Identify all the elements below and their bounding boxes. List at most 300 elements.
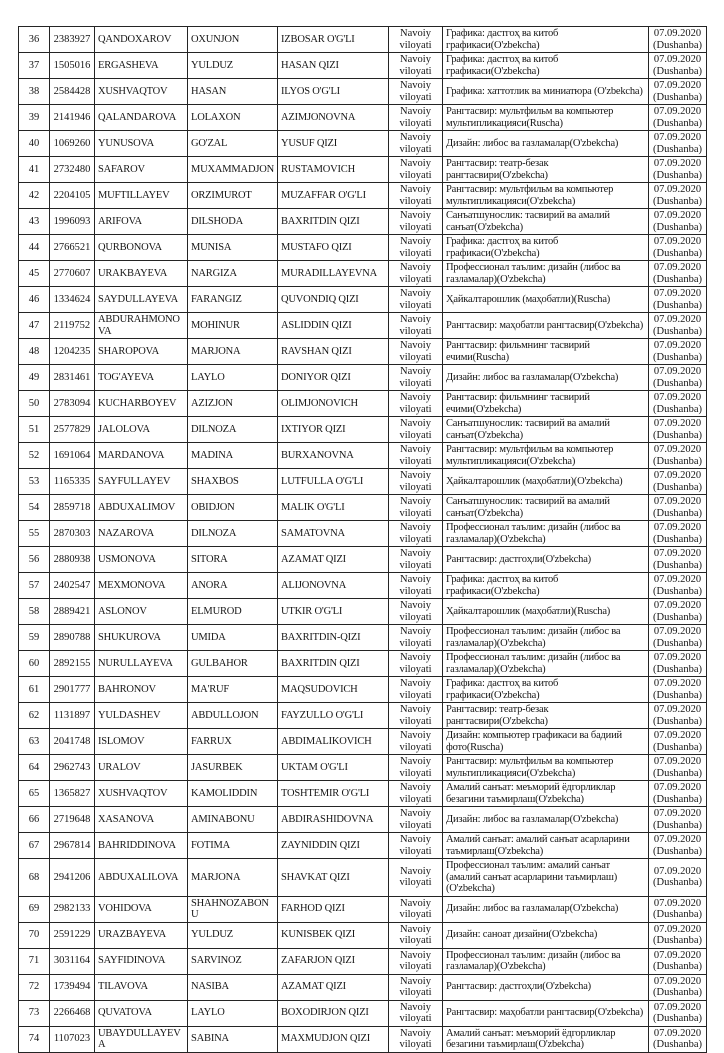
exam-date: 07.09.2020	[653, 496, 702, 507]
exam-day: (Dushanba)	[653, 429, 702, 441]
table-row	[19, 339, 707, 365]
last-name-cell: BAHRONOV	[95, 677, 188, 703]
first-name-cell: SHAHNOZABONU	[188, 896, 278, 922]
program-cell: Дизайн: либос ва газламалар(O'zbekcha)	[443, 807, 649, 833]
patronymic-cell: OLIMJONOVICH	[278, 391, 389, 417]
region-cell: Navoiy viloyati	[389, 469, 443, 495]
exam-date-cell	[649, 807, 707, 833]
applicant-id-cell: 2383927	[50, 27, 95, 53]
table-row	[19, 443, 707, 469]
region-cell: Navoiy viloyati	[389, 495, 443, 521]
first-name-cell: DILNOZA	[188, 417, 278, 443]
exam-date: 07.09.2020	[653, 652, 702, 663]
table-row	[19, 391, 707, 417]
exam-day: (Dushanba)	[653, 767, 702, 779]
patronymic-cell: MUZAFFAR O'G'LI	[278, 183, 389, 209]
table-row	[19, 79, 707, 105]
table-row	[19, 677, 707, 703]
region-cell: Navoiy viloyati	[389, 209, 443, 235]
exam-date-cell	[649, 896, 707, 922]
table-row	[19, 1000, 707, 1026]
table-row	[19, 131, 707, 157]
applicant-id-cell: 3031164	[50, 948, 95, 974]
exam-day: (Dushanba)	[653, 1013, 702, 1024]
exam-day: (Dushanba)	[653, 481, 702, 493]
row-number-cell: 64	[19, 755, 50, 781]
exam-date-cell	[649, 313, 707, 339]
program-cell: Рангтасвир: маҳобатли рангтасвир(O'zbekcha)	[443, 313, 649, 339]
program-cell: Графика: хаттотлик ва миниатюра (O'zbekcha)	[443, 79, 649, 105]
region-cell: Navoiy viloyati	[389, 755, 443, 781]
patronymic-cell: MALIK O'G'LI	[278, 495, 389, 521]
exam-day: (Dushanba)	[653, 247, 702, 259]
table-row	[19, 948, 707, 974]
exam-date: 07.09.2020	[653, 782, 702, 793]
program-cell: Рангтасвир: маҳобатли рангтасвир(O'zbekcha)	[443, 1000, 649, 1026]
first-name-cell: AZIZJON	[188, 391, 278, 417]
applicant-id-cell: 1365827	[50, 781, 95, 807]
exam-date-cell	[649, 469, 707, 495]
applicant-id-cell: 2962743	[50, 755, 95, 781]
program-cell: Санъатшунослик: тасвирий ва амалий санъат(O'zbekcha)	[443, 495, 649, 521]
exam-date-cell	[649, 261, 707, 287]
exam-day: (Dushanba)	[653, 325, 702, 337]
exam-date-cell	[649, 547, 707, 573]
patronymic-cell: ABDIMALIKOVICH	[278, 729, 389, 755]
patronymic-cell: KUNISBEK QIZI	[278, 922, 389, 948]
applicant-id-cell: 2890788	[50, 625, 95, 651]
exam-day: (Dushanba)	[653, 1039, 702, 1050]
patronymic-cell: SHAVKAT QIZI	[278, 859, 389, 897]
program-cell: Ҳайкалтарошлик (маҳобатли)(O'zbekcha)	[443, 469, 649, 495]
region-cell: Navoiy viloyati	[389, 677, 443, 703]
row-number-cell: 38	[19, 79, 50, 105]
region-cell: Navoiy viloyati	[389, 703, 443, 729]
exam-date: 07.09.2020	[653, 678, 702, 689]
exam-date-cell	[649, 781, 707, 807]
first-name-cell: MOHINUR	[188, 313, 278, 339]
program-cell: Профессионал таълим: дизайн (либос ва газламалар)(O'zbekcha)	[443, 261, 649, 287]
exam-day: (Dushanba)	[653, 65, 702, 77]
exam-date-cell	[649, 339, 707, 365]
patronymic-cell: FARHOD QIZI	[278, 896, 389, 922]
region-cell: Navoiy viloyati	[389, 261, 443, 287]
last-name-cell: ERGASHEVA	[95, 53, 188, 79]
region-cell: Navoiy viloyati	[389, 651, 443, 677]
first-name-cell: FARRUX	[188, 729, 278, 755]
table-row	[19, 859, 707, 897]
patronymic-cell: ALIJONOVNA	[278, 573, 389, 599]
first-name-cell: YULDUZ	[188, 922, 278, 948]
program-cell: Дизайн: саноат дизайни(O'zbekcha)	[443, 922, 649, 948]
first-name-cell: AMINABONU	[188, 807, 278, 833]
patronymic-cell: YUSUF QIZI	[278, 131, 389, 157]
exam-day: (Dushanba)	[653, 585, 702, 597]
first-name-cell: ORZIMUROT	[188, 183, 278, 209]
exam-date-cell	[649, 729, 707, 755]
applicant-id-cell: 2870303	[50, 521, 95, 547]
exam-day: (Dushanba)	[653, 273, 702, 285]
last-name-cell: QALANDAROVA	[95, 105, 188, 131]
region-cell: Navoiy viloyati	[389, 79, 443, 105]
exam-date-cell	[649, 105, 707, 131]
applicant-id-cell: 2880938	[50, 547, 95, 573]
last-name-cell: ASLONOV	[95, 599, 188, 625]
patronymic-cell: ABDIRASHIDOVNA	[278, 807, 389, 833]
exam-date-cell	[649, 974, 707, 1000]
region-cell: Navoiy viloyati	[389, 625, 443, 651]
patronymic-cell: HASAN QIZI	[278, 53, 389, 79]
exam-date-cell	[649, 1026, 707, 1052]
table-row	[19, 547, 707, 573]
exam-date: 07.09.2020	[653, 236, 702, 247]
patronymic-cell: BOXODIRJON QIZI	[278, 1000, 389, 1026]
applicant-id-cell: 2859718	[50, 495, 95, 521]
exam-date-cell	[649, 495, 707, 521]
table-row	[19, 287, 707, 313]
exam-date: 07.09.2020	[653, 392, 702, 403]
applicant-id-cell: 2732480	[50, 157, 95, 183]
exam-day: (Dushanba)	[653, 91, 702, 103]
last-name-cell: NURULLAYEVA	[95, 651, 188, 677]
row-number-cell: 71	[19, 948, 50, 974]
row-number-cell: 54	[19, 495, 50, 521]
patronymic-cell: IXTIYOR QIZI	[278, 417, 389, 443]
row-number-cell: 61	[19, 677, 50, 703]
exam-date-cell	[649, 131, 707, 157]
first-name-cell: NASIBA	[188, 974, 278, 1000]
table-body	[19, 27, 707, 1053]
exam-date: 07.09.2020	[653, 704, 702, 715]
table-row	[19, 1026, 707, 1052]
last-name-cell: URAZBAYEVA	[95, 922, 188, 948]
patronymic-cell: SAMATOVNA	[278, 521, 389, 547]
program-cell: Рангтасвир: мультфильм ва компьютер мультипликацияси(O'zbekcha)	[443, 755, 649, 781]
exam-date: 07.09.2020	[653, 923, 702, 935]
program-cell: Графика: дастгоҳ ва китоб графикаси(O'zbekcha)	[443, 235, 649, 261]
program-cell: Профессионал таълим: амалий санъат (амалий санъат асарларини таъмирлаш)(O'zbekcha)	[443, 859, 649, 897]
last-name-cell: QURBONOVA	[95, 235, 188, 261]
last-name-cell: MARDANOVA	[95, 443, 188, 469]
last-name-cell: URALOV	[95, 755, 188, 781]
patronymic-cell: MUSTAFO QIZI	[278, 235, 389, 261]
region-cell: Navoiy viloyati	[389, 443, 443, 469]
row-number-cell: 67	[19, 833, 50, 859]
first-name-cell: MARJONA	[188, 859, 278, 897]
patronymic-cell: FAYZULLO O'G'LI	[278, 703, 389, 729]
table-row	[19, 521, 707, 547]
row-number-cell: 41	[19, 157, 50, 183]
table-row	[19, 105, 707, 131]
region-cell: Navoiy viloyati	[389, 896, 443, 922]
applicant-id-cell: 1131897	[50, 703, 95, 729]
first-name-cell: OBIDJON	[188, 495, 278, 521]
region-cell: Navoiy viloyati	[389, 859, 443, 897]
region-cell: Navoiy viloyati	[389, 53, 443, 79]
program-cell: Рангтасвир: фильмнинг тасвирий ечими(O'zbekcha)	[443, 391, 649, 417]
table-row	[19, 261, 707, 287]
exam-day: (Dushanba)	[653, 961, 702, 972]
first-name-cell: JASURBEK	[188, 755, 278, 781]
region-cell: Navoiy viloyati	[389, 27, 443, 53]
exam-day: (Dushanba)	[653, 793, 702, 805]
first-name-cell: GULBAHOR	[188, 651, 278, 677]
last-name-cell: ISLOMOV	[95, 729, 188, 755]
applicant-id-cell: 2831461	[50, 365, 95, 391]
region-cell: Navoiy viloyati	[389, 833, 443, 859]
row-number-cell: 36	[19, 27, 50, 53]
patronymic-cell: QUVONDIQ QIZI	[278, 287, 389, 313]
program-cell: Дизайн: компьютер графикаси ва бадиий фото(Ruscha)	[443, 729, 649, 755]
first-name-cell: HASAN	[188, 79, 278, 105]
table-row	[19, 157, 707, 183]
applicant-id-cell: 2041748	[50, 729, 95, 755]
exam-date-cell	[649, 53, 707, 79]
last-name-cell: KUCHARBOYEV	[95, 391, 188, 417]
exam-date: 07.09.2020	[653, 132, 702, 143]
exam-day: (Dushanba)	[653, 195, 702, 207]
applicant-id-cell: 2967814	[50, 833, 95, 859]
table-row	[19, 209, 707, 235]
first-name-cell: DILSHODA	[188, 209, 278, 235]
last-name-cell: BAHRIDDINOVA	[95, 833, 188, 859]
program-cell: Рангтасвир: театр-безак рангтасвири(O'zbekcha)	[443, 703, 649, 729]
applicant-id-cell: 2766521	[50, 235, 95, 261]
region-cell: Navoiy viloyati	[389, 235, 443, 261]
row-number-cell: 53	[19, 469, 50, 495]
program-cell: Амалий санъат: меъморий ёдгорликлар безагини таъмирлаш(O'zbekcha)	[443, 1026, 649, 1052]
region-cell: Navoiy viloyati	[389, 922, 443, 948]
patronymic-cell: ILYOS O'G'LI	[278, 79, 389, 105]
exam-day: (Dushanba)	[653, 611, 702, 623]
applicant-id-cell: 1739494	[50, 974, 95, 1000]
program-cell: Профессионал таълим: дизайн (либос ва газламалар)(O'zbekcha)	[443, 625, 649, 651]
patronymic-cell: DONIYOR QIZI	[278, 365, 389, 391]
exam-date: 07.09.2020	[653, 808, 702, 819]
program-cell: Ҳайкалтарошлик (маҳобатли)(Ruscha)	[443, 599, 649, 625]
last-name-cell: SAYFIDINOVA	[95, 948, 188, 974]
last-name-cell: QUVATOVA	[95, 1000, 188, 1026]
exam-date-cell	[649, 365, 707, 391]
first-name-cell: MA'RUF	[188, 677, 278, 703]
row-number-cell: 58	[19, 599, 50, 625]
row-number-cell: 40	[19, 131, 50, 157]
exam-day: (Dushanba)	[653, 663, 702, 675]
exam-day: (Dushanba)	[653, 845, 702, 857]
patronymic-cell: BAXRITDIN-QIZI	[278, 625, 389, 651]
first-name-cell: MADINA	[188, 443, 278, 469]
row-number-cell: 51	[19, 417, 50, 443]
exam-day: (Dushanba)	[653, 819, 702, 831]
exam-date: 07.09.2020	[653, 600, 702, 611]
last-name-cell: XUSHVAQTOV	[95, 781, 188, 807]
region-cell: Navoiy viloyati	[389, 157, 443, 183]
table-row	[19, 495, 707, 521]
first-name-cell: LAYLO	[188, 365, 278, 391]
exam-date: 07.09.2020	[653, 756, 702, 767]
patronymic-cell: TOSHTEMIR O'G'LI	[278, 781, 389, 807]
first-name-cell: ANORA	[188, 573, 278, 599]
exam-date-cell	[649, 1000, 707, 1026]
region-cell: Navoiy viloyati	[389, 131, 443, 157]
exam-date-cell	[649, 79, 707, 105]
applicant-id-cell: 2119752	[50, 313, 95, 339]
row-number-cell: 48	[19, 339, 50, 365]
first-name-cell: LAYLO	[188, 1000, 278, 1026]
applicants-table	[18, 26, 707, 1053]
patronymic-cell: MURADILLAYEVNA	[278, 261, 389, 287]
region-cell: Navoiy viloyati	[389, 547, 443, 573]
region-cell: Navoiy viloyati	[389, 183, 443, 209]
exam-date: 07.09.2020	[653, 28, 702, 39]
program-cell: Профессионал таълим: дизайн (либос ва газламалар)(O'zbekcha)	[443, 651, 649, 677]
first-name-cell: NARGIZA	[188, 261, 278, 287]
first-name-cell: GO'ZAL	[188, 131, 278, 157]
row-number-cell: 62	[19, 703, 50, 729]
row-number-cell: 69	[19, 896, 50, 922]
region-cell: Navoiy viloyati	[389, 417, 443, 443]
last-name-cell: ABDUXALIMOV	[95, 495, 188, 521]
applicant-id-cell: 1334624	[50, 287, 95, 313]
table-row	[19, 417, 707, 443]
applicant-id-cell: 1204235	[50, 339, 95, 365]
exam-day: (Dushanba)	[653, 507, 702, 519]
exam-date-cell	[649, 703, 707, 729]
last-name-cell: URAKBAYEVA	[95, 261, 188, 287]
table-row	[19, 974, 707, 1000]
patronymic-cell: MAXMUDJON QIZI	[278, 1026, 389, 1052]
first-name-cell: SABINA	[188, 1026, 278, 1052]
table-row	[19, 781, 707, 807]
exam-date: 07.09.2020	[653, 80, 702, 91]
exam-date-cell	[649, 573, 707, 599]
region-cell: Navoiy viloyati	[389, 599, 443, 625]
row-number-cell: 65	[19, 781, 50, 807]
patronymic-cell: IZBOSAR O'G'LI	[278, 27, 389, 53]
exam-date-cell	[649, 833, 707, 859]
first-name-cell: YULDUZ	[188, 53, 278, 79]
applicant-id-cell: 2901777	[50, 677, 95, 703]
applicant-id-cell: 2719648	[50, 807, 95, 833]
applicant-id-cell: 2982133	[50, 896, 95, 922]
program-cell: Рангтасвир: фильмнинг тасвирий ечими(Ruscha)	[443, 339, 649, 365]
region-cell: Navoiy viloyati	[389, 365, 443, 391]
program-cell: Рангтасвир: мультфильм ва компьютер мультипликацияси(O'zbekcha)	[443, 183, 649, 209]
row-number-cell: 47	[19, 313, 50, 339]
first-name-cell: FARANGIZ	[188, 287, 278, 313]
exam-date: 07.09.2020	[653, 366, 702, 377]
last-name-cell: SHUKUROVA	[95, 625, 188, 651]
table-row	[19, 599, 707, 625]
program-cell: Амалий санъат: меъморий ёдгорликлар безагини таъмирлаш(O'zbekcha)	[443, 781, 649, 807]
exam-date: 07.09.2020	[653, 548, 702, 559]
exam-day: (Dushanba)	[653, 403, 702, 415]
row-number-cell: 49	[19, 365, 50, 391]
last-name-cell: XUSHVAQTOV	[95, 79, 188, 105]
last-name-cell: SAYFULLAYEV	[95, 469, 188, 495]
table-row	[19, 365, 707, 391]
exam-date-cell	[649, 209, 707, 235]
last-name-cell: VOHIDOVA	[95, 896, 188, 922]
exam-date: 07.09.2020	[653, 314, 702, 325]
program-cell: Профессионал таълим: дизайн (либос ва газламалар)(O'zbekcha)	[443, 948, 649, 974]
last-name-cell: SAYDULLAYEVA	[95, 287, 188, 313]
last-name-cell: MUFTILLAYEV	[95, 183, 188, 209]
exam-date-cell	[649, 287, 707, 313]
exam-day: (Dushanba)	[653, 715, 702, 727]
exam-date: 07.09.2020	[653, 288, 702, 299]
applicant-id-cell: 2889421	[50, 599, 95, 625]
exam-date: 07.09.2020	[653, 897, 702, 909]
exam-day: (Dushanba)	[653, 877, 702, 889]
program-cell: Графика: дастгоҳ ва китоб графикаси(O'zbekcha)	[443, 27, 649, 53]
first-name-cell: DILNOZA	[188, 521, 278, 547]
exam-date: 07.09.2020	[653, 158, 702, 169]
exam-day: (Dushanba)	[653, 637, 702, 649]
program-cell: Дизайн: либос ва газламалар(O'zbekcha)	[443, 365, 649, 391]
region-cell: Navoiy viloyati	[389, 1000, 443, 1026]
program-cell: Дизайн: либос ва газламалар(O'zbekcha)	[443, 131, 649, 157]
row-number-cell: 50	[19, 391, 50, 417]
program-cell: Рангтасвир: мультфильм ва компьютер мультипликацияси(O'zbekcha)	[443, 443, 649, 469]
applicant-id-cell: 1165335	[50, 469, 95, 495]
first-name-cell: OXUNJON	[188, 27, 278, 53]
row-number-cell: 37	[19, 53, 50, 79]
exam-date-cell	[649, 599, 707, 625]
last-name-cell: JALOLOVA	[95, 417, 188, 443]
region-cell: Navoiy viloyati	[389, 781, 443, 807]
exam-date-cell	[649, 157, 707, 183]
region-cell: Navoiy viloyati	[389, 729, 443, 755]
first-name-cell: LOLAXON	[188, 105, 278, 131]
exam-date: 07.09.2020	[653, 574, 702, 585]
last-name-cell: MEXMONOVA	[95, 573, 188, 599]
applicant-id-cell: 2204105	[50, 183, 95, 209]
table-row	[19, 896, 707, 922]
region-cell: Navoiy viloyati	[389, 521, 443, 547]
exam-date-cell	[649, 521, 707, 547]
exam-day: (Dushanba)	[653, 559, 702, 571]
exam-date-cell	[649, 948, 707, 974]
row-number-cell: 52	[19, 443, 50, 469]
table-row	[19, 573, 707, 599]
program-cell: Графика: дастгоҳ ва китоб графикаси(O'zbekcha)	[443, 573, 649, 599]
row-number-cell: 63	[19, 729, 50, 755]
program-cell: Санъатшунослик: тасвирий ва амалий санъат(O'zbekcha)	[443, 209, 649, 235]
patronymic-cell: UTKIR O'G'LI	[278, 599, 389, 625]
exam-day: (Dushanba)	[653, 455, 702, 467]
last-name-cell: SAFAROV	[95, 157, 188, 183]
first-name-cell: UMIDA	[188, 625, 278, 651]
row-number-cell: 57	[19, 573, 50, 599]
last-name-cell: ABDUXALILOVA	[95, 859, 188, 897]
table-row	[19, 729, 707, 755]
region-cell: Navoiy viloyati	[389, 287, 443, 313]
exam-date: 07.09.2020	[653, 949, 702, 961]
region-cell: Navoiy viloyati	[389, 974, 443, 1000]
exam-date: 07.09.2020	[653, 262, 702, 273]
row-number-cell: 60	[19, 651, 50, 677]
table-row	[19, 469, 707, 495]
first-name-cell: ABDULLOJON	[188, 703, 278, 729]
first-name-cell: SITORA	[188, 547, 278, 573]
table-row	[19, 703, 707, 729]
exam-date: 07.09.2020	[653, 626, 702, 637]
patronymic-cell: AZAMAT QIZI	[278, 547, 389, 573]
row-number-cell: 73	[19, 1000, 50, 1026]
row-number-cell: 44	[19, 235, 50, 261]
exam-day: (Dushanba)	[653, 377, 702, 389]
